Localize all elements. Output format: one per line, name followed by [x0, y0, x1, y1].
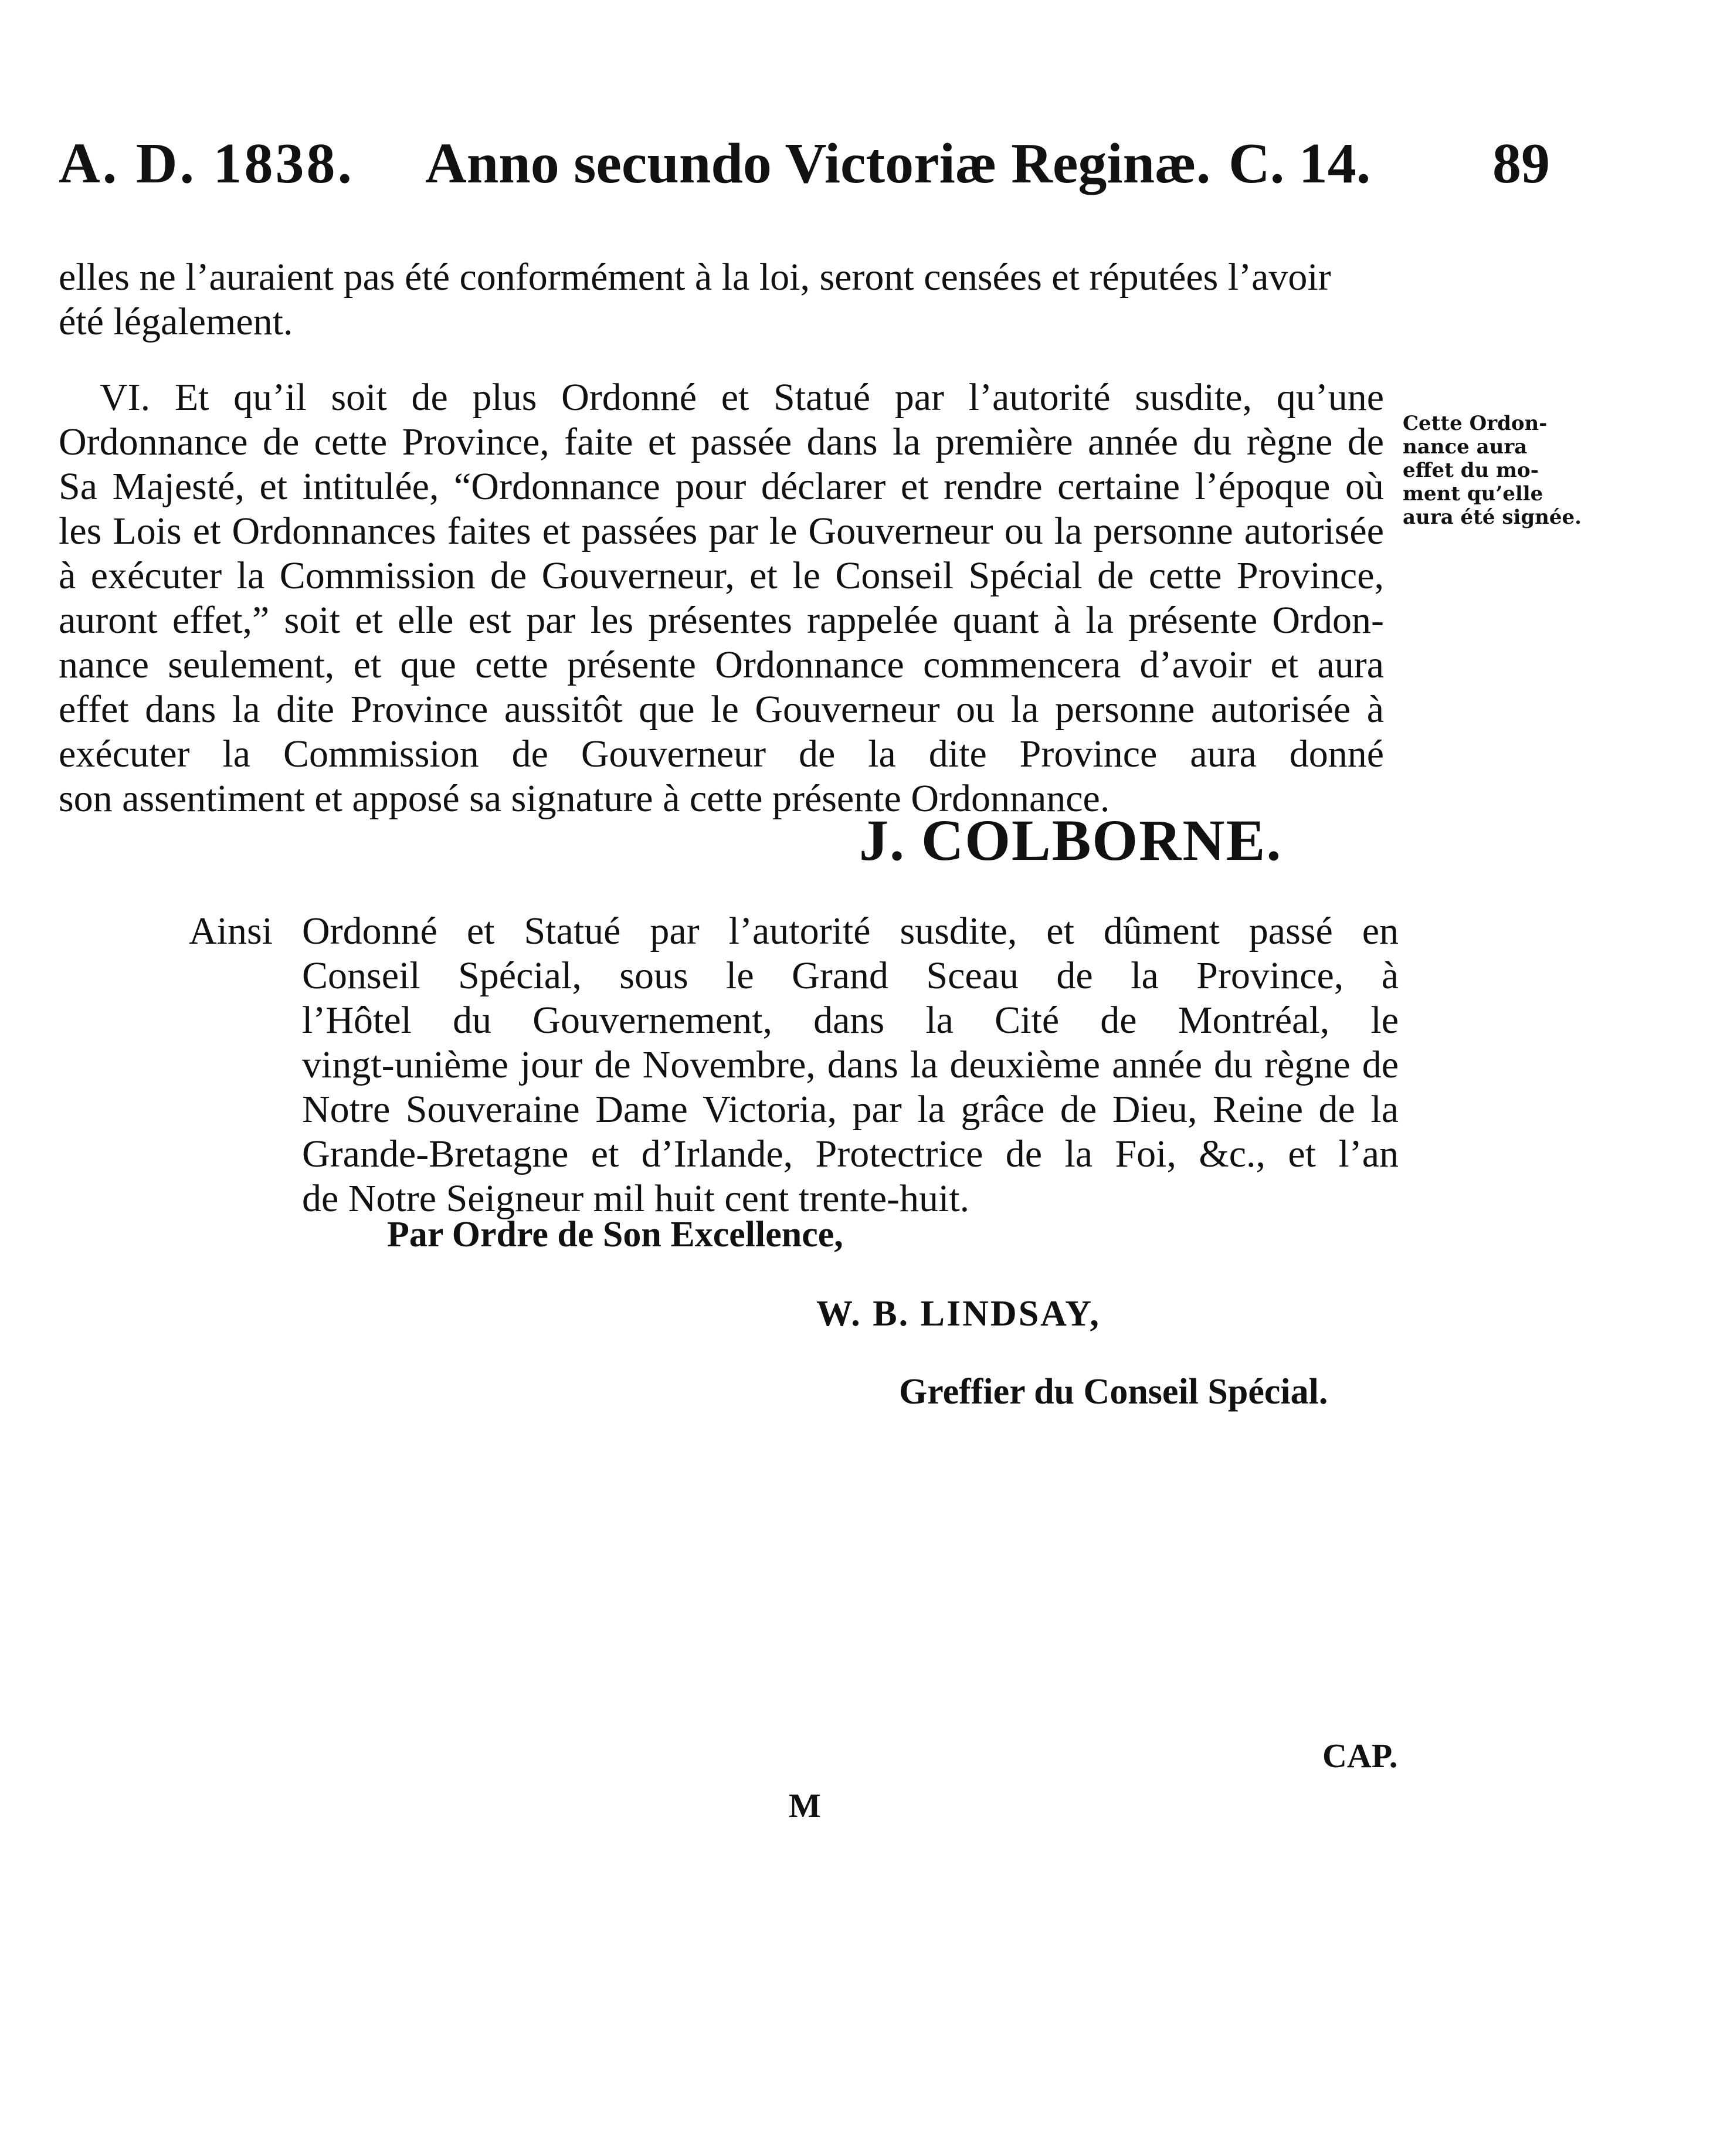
- enactment-first-word: Ainsi: [189, 910, 273, 952]
- margin-note-line: Cette Ordon-: [1403, 412, 1548, 435]
- text-line: son assentiment et apposé sa signature à cette présente Ordonnance.: [59, 777, 1110, 820]
- margin-note-line: effet du mo-: [1403, 459, 1539, 482]
- running-head-chapter: C. 14.: [1229, 132, 1371, 195]
- text-line: effet dans la dite Province aussitôt que le Gouverneur ou la personne autorisée à: [59, 688, 1384, 731]
- text-line: nance seulement, et que cette présente Ordonnance commencera d’avoir et aura: [59, 643, 1384, 686]
- running-head-title: Anno secundo Victoriæ Reginæ.: [425, 132, 1211, 195]
- text-line: vingt-unième jour de Novembre, dans la deuxième année du règne de: [302, 1043, 1399, 1086]
- clerk-title: Greffier du Conseil Spécial.: [899, 1372, 1328, 1412]
- running-head-year: A. D. 1838.: [59, 132, 355, 195]
- margin-note-line: aura été signée.: [1403, 506, 1582, 529]
- margin-note-line: nance aura: [1403, 435, 1528, 459]
- text-line: exécuter la Commission de Gouverneur de la dite Province aura donné: [59, 733, 1384, 775]
- text-line: Grande-Bretagne et d’Irlande, Protectrice de la Foi, &c., et l’an: [302, 1133, 1399, 1175]
- text-line: elles ne l’auraient pas été conformément à la loi, seront censées et réputées l’avoir: [59, 256, 1331, 299]
- governor-signature: J. COLBORNE.: [859, 808, 1282, 873]
- text-line: l’Hôtel du Gouvernement, dans la Cité de Montréal, le: [302, 999, 1399, 1042]
- text-line: Ordonnance de cette Province, faite et passée dans la première année du règne de: [59, 421, 1384, 463]
- text-line: Sa Majesté, et intitulée, “Ordonnance pour déclarer et rendre certaine l’époque où: [59, 465, 1384, 508]
- text-line: les Lois et Ordonnances faites et passées par le Gouverneur ou la personne autorisée: [59, 510, 1384, 552]
- text-line: de Notre Seigneur mil huit cent trente-huit.: [302, 1177, 970, 1220]
- clerk-name: W. B. LINDSAY,: [816, 1294, 1101, 1334]
- enactment-paragraph: [302, 909, 1399, 1221]
- text-line: Ordonné et Statué par l’autorité susdite, et dûment passé en: [302, 910, 1399, 952]
- signature-mark: M: [789, 1787, 821, 1825]
- order-line: Par Ordre de Son Excellence,: [387, 1215, 843, 1255]
- text-line: été légalement.: [59, 300, 293, 343]
- text-line: à exécuter la Commission de Gouverneur, et le Conseil Spécial de cette Province,: [59, 554, 1384, 597]
- text-line: auront effet,” soit et elle est par les présentes rappelée quant à la présente Ordon-: [59, 599, 1384, 642]
- continuation-paragraph: [59, 255, 1372, 344]
- margin-note: [1403, 412, 1582, 529]
- margin-note-line: ment qu’elle: [1403, 482, 1543, 506]
- text-line: VI. Et qu’il soit de plus Ordonné et Statué par l’autorité susdite, qu’une: [100, 376, 1384, 419]
- text-line: Notre Souveraine Dame Victoria, par la grâce de Dieu, Reine de la: [302, 1088, 1399, 1131]
- text-line: Conseil Spécial, sous le Grand Sceau de la Province, à: [302, 954, 1399, 997]
- section-vi-paragraph: [59, 375, 1384, 821]
- page-number: 89: [1492, 132, 1550, 195]
- catchword: CAP.: [1322, 1737, 1398, 1775]
